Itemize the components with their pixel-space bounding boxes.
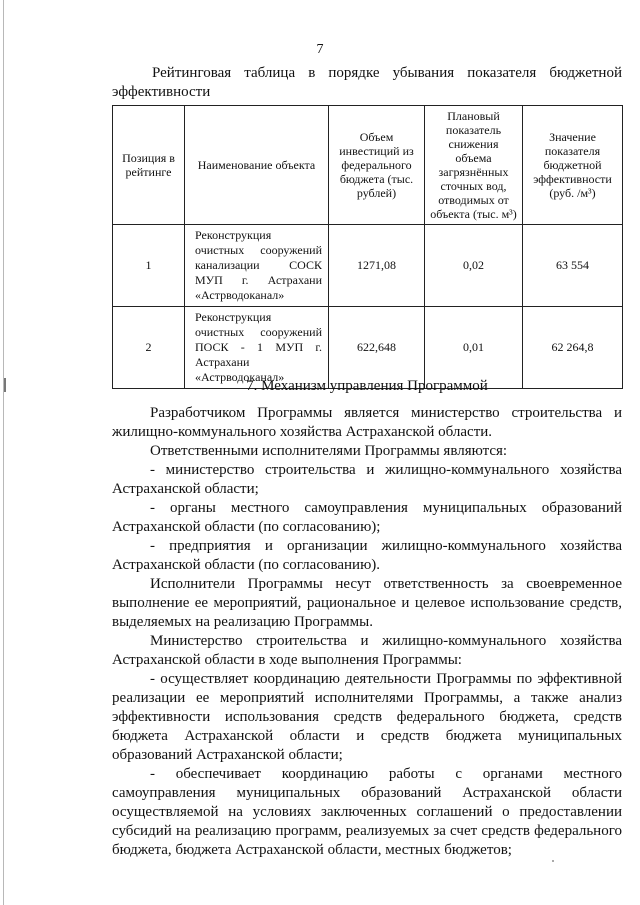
table-header-row — [113, 106, 623, 225]
cell-position: 1 — [113, 225, 185, 307]
paragraph: - органы местного самоуправления муниципальных образований Астраханской области (по согласованию); — [112, 500, 622, 535]
header-position: Позиция в рейтинге — [113, 106, 185, 225]
paragraph: Министерство строительства и жилищно-коммунального хозяйства Астраханской области в ходе выполнения Программы: — [112, 633, 622, 668]
cell-reduction: 0,02 — [425, 225, 523, 307]
paragraph: Разработчиком Программы является министерство строительства и жилищно-коммунального хозяйства Астраханской области. — [112, 405, 622, 440]
cell-investment: 1271,08 — [329, 225, 425, 307]
section-body — [112, 404, 622, 860]
cell-object-name: Реконструкция очистных сооружений канализации СОСК МУП г. Астрахани «Астрводоканал» — [185, 225, 329, 307]
table-row — [113, 225, 623, 307]
cell-investment: 622,648 — [329, 307, 425, 389]
paragraph: - министерство строительства и жилищно-коммунального хозяйства Астраханской области; — [112, 462, 622, 497]
scan-margin-line — [3, 0, 4, 905]
cell-efficiency: 62 264,8 — [523, 307, 623, 389]
scan-speck — [552, 860, 554, 862]
header-reduction: Плановый показатель снижения объема загрязнённых сточных вод, отводимых от объекта (тыс. м³) — [425, 106, 523, 225]
cell-position: 2 — [113, 307, 185, 389]
table-title: Рейтинговая таблица в порядке убывания показателя бюджетной эффективности — [112, 65, 622, 100]
cell-object-name: Реконструкция очистных сооружений ПОСК - 1 МУП г. Астрахани «Астрводоканал» — [185, 307, 329, 389]
paragraph: - обеспечивает координацию работы с органами местного самоуправления муниципальных образований Астраханской области осуществляемой на условиях заключенных соглашений о предоставлении субсидий на реализацию программ, реализуемых за счет средств федерального бюджета, бюджета Астраханской области, местных бюджетов; — [112, 766, 622, 858]
paragraph: Ответственными исполнителями Программы являются: — [150, 443, 508, 459]
scan-margin-mark — [4, 378, 6, 392]
section-heading: 7. Механизм управления Программой — [246, 378, 488, 394]
cell-reduction: 0,01 — [425, 307, 523, 389]
table-row — [113, 307, 623, 389]
paragraph: Исполнители Программы несут ответственность за своевременное выполнение ее мероприятий, рациональное и целевое использование средств, выделяемых на реализацию Программы. — [112, 576, 622, 630]
header-investment: Объем инвестиций из федерального бюджета (тыс. рублей) — [329, 106, 425, 225]
paragraph: - осуществляет координацию деятельности Программы по эффективной реализации ее мероприятий исполнителями Программы, а также анализ эффективности использования средств федерального бюджета, средств бюджета Астраханской области и средств бюджета муниципальных образований Астраханской области; — [112, 671, 622, 763]
header-efficiency: Значение показателя бюджетной эффективности (руб. /м³) — [523, 106, 623, 225]
rating-table — [112, 105, 623, 389]
paragraph: - предприятия и организации жилищно-коммунального хозяйства Астраханской области (по согласованию). — [112, 538, 622, 573]
cell-efficiency: 63 554 — [523, 225, 623, 307]
page-number: 7 — [316, 42, 324, 57]
header-object-name: Наименование объекта — [185, 106, 329, 225]
